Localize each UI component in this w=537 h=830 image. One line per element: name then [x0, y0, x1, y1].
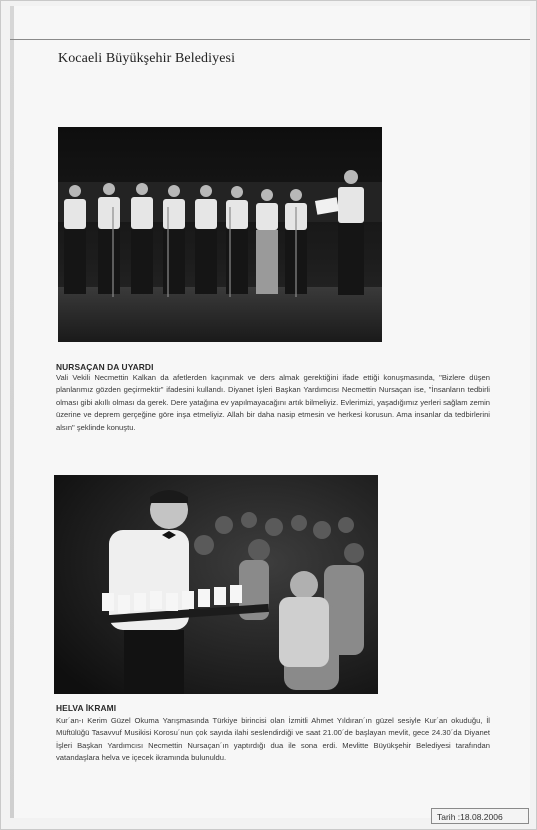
section-body-helva: Kur´an-ı Kerim Güzel Okuma Yarışmasında Türkiye birincisi olan İzmitli Ahmet Yıldıran´ın güzel sesiyle Kur´an okuduğu, İl Müftülüğü Tasavvuf Musikisi Korosu´nun çok sayıda ilahi seslendirdiği ve saat 21.00´de başlayan mevlit, gece 24.30´da Diyanet İşleri Başkan Yardımcısı Necmettin Nursaçan´ın yaptırdığı dua ile sona erdi. Mevlitte Büyükşehir Belediyesi tarafından vatandaşlara helva ve içecek ikramında bulunuldu. [56, 716, 490, 763]
waiter-photo-image [54, 475, 378, 694]
section-body-nursacan: Vali Vekili Necmettin Kalkan da afetlerden kaçınmak ve ders almak gerektiğini ifade ettiği konuşmasında, "Bizlere düşen planlarımız gözden geçirmektir" ifadesini kullandı. Diyanet İşleri Başkan Yardımcısı Necmettin Nursaçan ise, "İnsanların tedbirli olması gibi akıllı olması da gerek. Dere yatağına ev yapılmayacağını artık bilmeliyiz. Evlerimizi, yaşadığımız yerleri sağlam zemin üzerine ve deprem gerçeğine göre inşa etmeliyiz. Allah bir daha nasip etmesin ve herkesi korusun. Ama insanlar da tedbirlerini alsın" şeklinde konuştu. [56, 373, 490, 432]
section-heading-nursacan: NURSAÇAN DA UYARDI [56, 362, 154, 372]
waiter-photo [54, 475, 378, 694]
page-binding-edge [10, 6, 14, 818]
date-stamp: Tarih :18.08.2006 [431, 808, 529, 824]
choir-photo [58, 127, 382, 342]
header-rule [10, 39, 530, 40]
header-title: Kocaeli Büyükşehir Belediyesi [58, 51, 236, 66]
section-heading-helva: HELVA İKRAMI [56, 703, 117, 713]
document-page [10, 6, 530, 818]
choir-photo-image [58, 127, 382, 342]
